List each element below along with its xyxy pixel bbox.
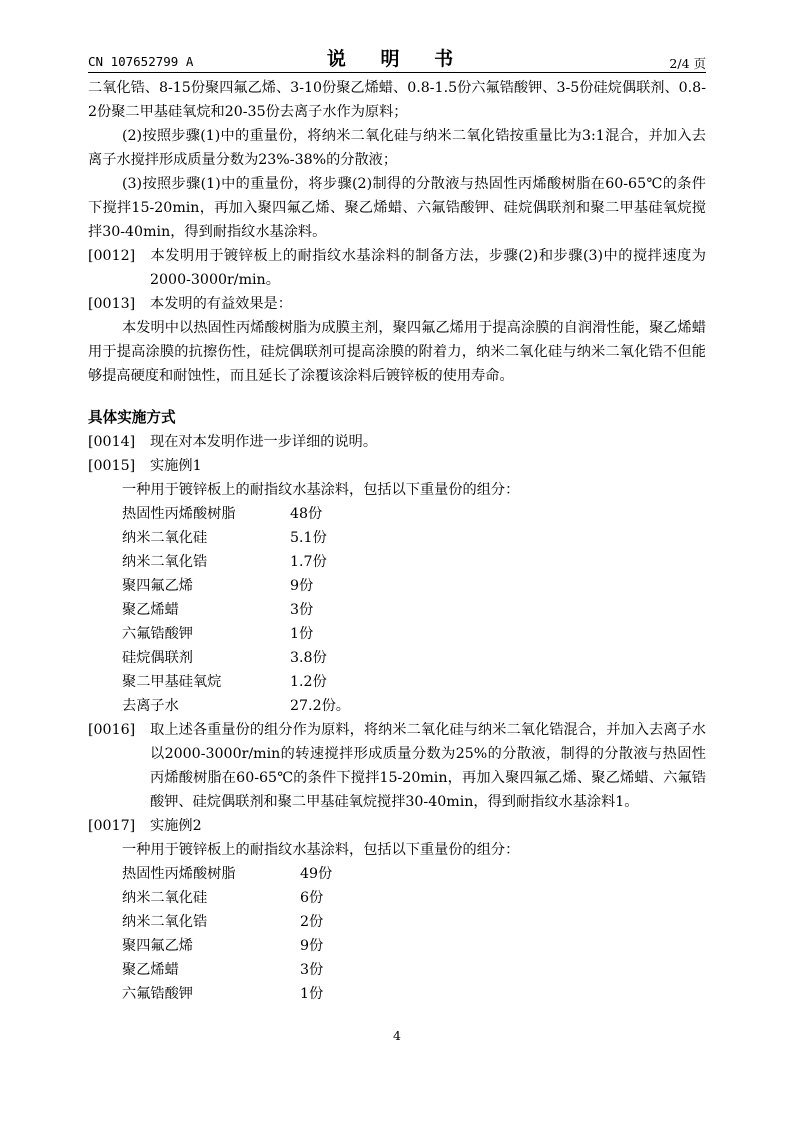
component-amount: 5.1份 — [290, 530, 327, 546]
section-heading: 具体实施方式 — [88, 409, 176, 426]
component-row — [88, 526, 706, 550]
paragraph-step-3: (3)按照步骤(1)中的重量份，将步骤(2)制得的分散液与热固性丙烯酸树脂在60-65℃的条件下搅拌15-20min，再加入聚四氟乙烯、聚乙烯蜡、六氟锆酸钾、硅烷偶联剂和聚二甲基硅氧烷搅拌30-40min，得到耐指纹水基涂料。 — [88, 176, 706, 240]
paragraph-benefits: 本发明中以热固性丙烯酸树脂为成膜主剂，聚四氟乙烯用于提高涂膜的自润滑性能，聚乙烯蜡用于提高涂膜的抗擦伤性，硅烷偶联剂可提高涂膜的附着力，纳米二氧化硅与纳米二氧化锆不但能够提高硬度和耐蚀性，而且延长了涂覆该涂料后镀锌板的使用寿命。 — [88, 320, 706, 384]
component-name: 纳米二氧化锆 — [122, 554, 208, 570]
component-amount: 27.2份。 — [290, 698, 350, 714]
component-name: 六氟锆酸钾 — [122, 986, 193, 1002]
example-heading: 实施例2 — [150, 818, 202, 834]
example-heading: 实施例1 — [150, 458, 202, 474]
component-name: 纳米二氧化硅 — [122, 530, 208, 546]
paragraph-0017 — [88, 814, 706, 838]
component-row — [88, 958, 706, 982]
component-name: 聚乙烯蜡 — [122, 602, 179, 618]
paragraph-continuation: 二氧化锆、8-15份聚四氟乙烯、3-10份聚乙烯蜡、0.8-1.5份六氟锆酸钾、3-5份硅烷偶联剂、0.8-2份聚二甲基硅氧烷和20-35份去离子水作为原料； — [88, 80, 706, 120]
page-number: 4 — [393, 1028, 401, 1043]
component-name: 聚四氟乙烯 — [122, 578, 193, 594]
component-name: 热固性丙烯酸树脂 — [122, 866, 236, 882]
paragraph-number: [0015] — [88, 458, 136, 474]
component-amount: 49份 — [300, 866, 333, 882]
paragraph-number: [0013] — [88, 296, 136, 312]
document-number: CN 107652799 A — [88, 54, 194, 69]
component-row — [88, 550, 706, 574]
component-row — [88, 934, 706, 958]
component-amount: 9份 — [300, 938, 324, 954]
component-amount: 1.7份 — [290, 554, 327, 570]
component-amount: 3份 — [290, 602, 314, 618]
example-intro: 一种用于镀锌板上的耐指纹水基涂料，包括以下重量份的组分： — [122, 842, 520, 858]
component-row — [88, 622, 706, 646]
component-row — [88, 694, 706, 718]
document-title: 说 明 书 — [326, 48, 468, 70]
paragraph-number: [0016] — [88, 722, 136, 738]
component-name: 聚二甲基硅氧烷 — [122, 674, 222, 690]
component-name: 聚四氟乙烯 — [122, 938, 193, 954]
component-row — [88, 646, 706, 670]
component-row — [88, 574, 706, 598]
paragraph-step-2: (2)按照步骤(1)中的重量份，将纳米二氧化硅与纳米二氧化锆按重量比为3:1混合，并加入去离子水搅拌形成质量分数为23%-38%的分散液； — [88, 128, 706, 168]
paragraph-text: 本发明的有益效果是： — [150, 296, 292, 312]
component-name: 纳米二氧化锆 — [122, 914, 208, 930]
example1-components — [88, 502, 706, 718]
component-name: 硅烷偶联剂 — [122, 650, 193, 666]
component-row — [88, 910, 706, 934]
paragraph-number: [0012] — [88, 248, 136, 264]
example-intro: 一种用于镀锌板上的耐指纹水基涂料，包括以下重量份的组分： — [122, 482, 520, 498]
component-amount: 1份 — [290, 626, 314, 642]
paragraph-number: [0017] — [88, 818, 136, 834]
page-of-total: 2/4 页 — [669, 56, 706, 71]
component-amount: 1.2份 — [290, 674, 327, 690]
component-amount: 6份 — [300, 890, 324, 906]
paragraph-0012 — [88, 244, 706, 292]
component-row — [88, 862, 706, 886]
component-amount: 3.8份 — [290, 650, 327, 666]
example2-components — [88, 862, 706, 1006]
component-name: 六氟锆酸钾 — [122, 626, 193, 642]
component-name: 热固性丙烯酸树脂 — [122, 506, 236, 522]
component-row — [88, 670, 706, 694]
paragraph-0015 — [88, 454, 706, 478]
page-body — [88, 76, 706, 1006]
component-amount: 3份 — [300, 962, 324, 978]
component-amount: 9份 — [290, 578, 314, 594]
component-row — [88, 982, 706, 1006]
component-name: 聚乙烯蜡 — [122, 962, 179, 978]
paragraph-text: 取上述各重量份的组分作为原料，将纳米二氧化硅与纳米二氧化锆混合，并加入去离子水以2000-3000r/min的转速搅拌形成质量分数为25%的分散液，制得的分散液与热固性丙烯酸树脂在60-65℃的条件下搅拌15-20min，再加入聚四氟乙烯、聚乙烯蜡、六氟锆酸钾、硅烷偶联剂和聚二甲基硅氧烷搅拌30-40min，得到耐指纹水基涂料1。 — [150, 722, 706, 810]
component-amount: 1份 — [300, 986, 324, 1002]
component-row — [88, 598, 706, 622]
header-rule — [88, 72, 706, 73]
paragraph-text: 现在对本发明作进一步详细的说明。 — [150, 434, 378, 450]
paragraph-number: [0014] — [88, 434, 136, 450]
component-amount: 48份 — [290, 506, 323, 522]
component-name: 去离子水 — [122, 698, 179, 714]
paragraph-0016 — [88, 718, 706, 814]
component-row — [88, 502, 706, 526]
paragraph-0014 — [88, 430, 706, 454]
component-name: 纳米二氧化硅 — [122, 890, 208, 906]
page-header — [88, 44, 706, 74]
paragraph-text: 本发明用于镀锌板上的耐指纹水基涂料的制备方法，步骤(2)和步骤(3)中的搅拌速度为2000-3000r/min。 — [150, 248, 706, 288]
component-row — [88, 886, 706, 910]
paragraph-0013 — [88, 292, 706, 316]
component-amount: 2份 — [300, 914, 324, 930]
